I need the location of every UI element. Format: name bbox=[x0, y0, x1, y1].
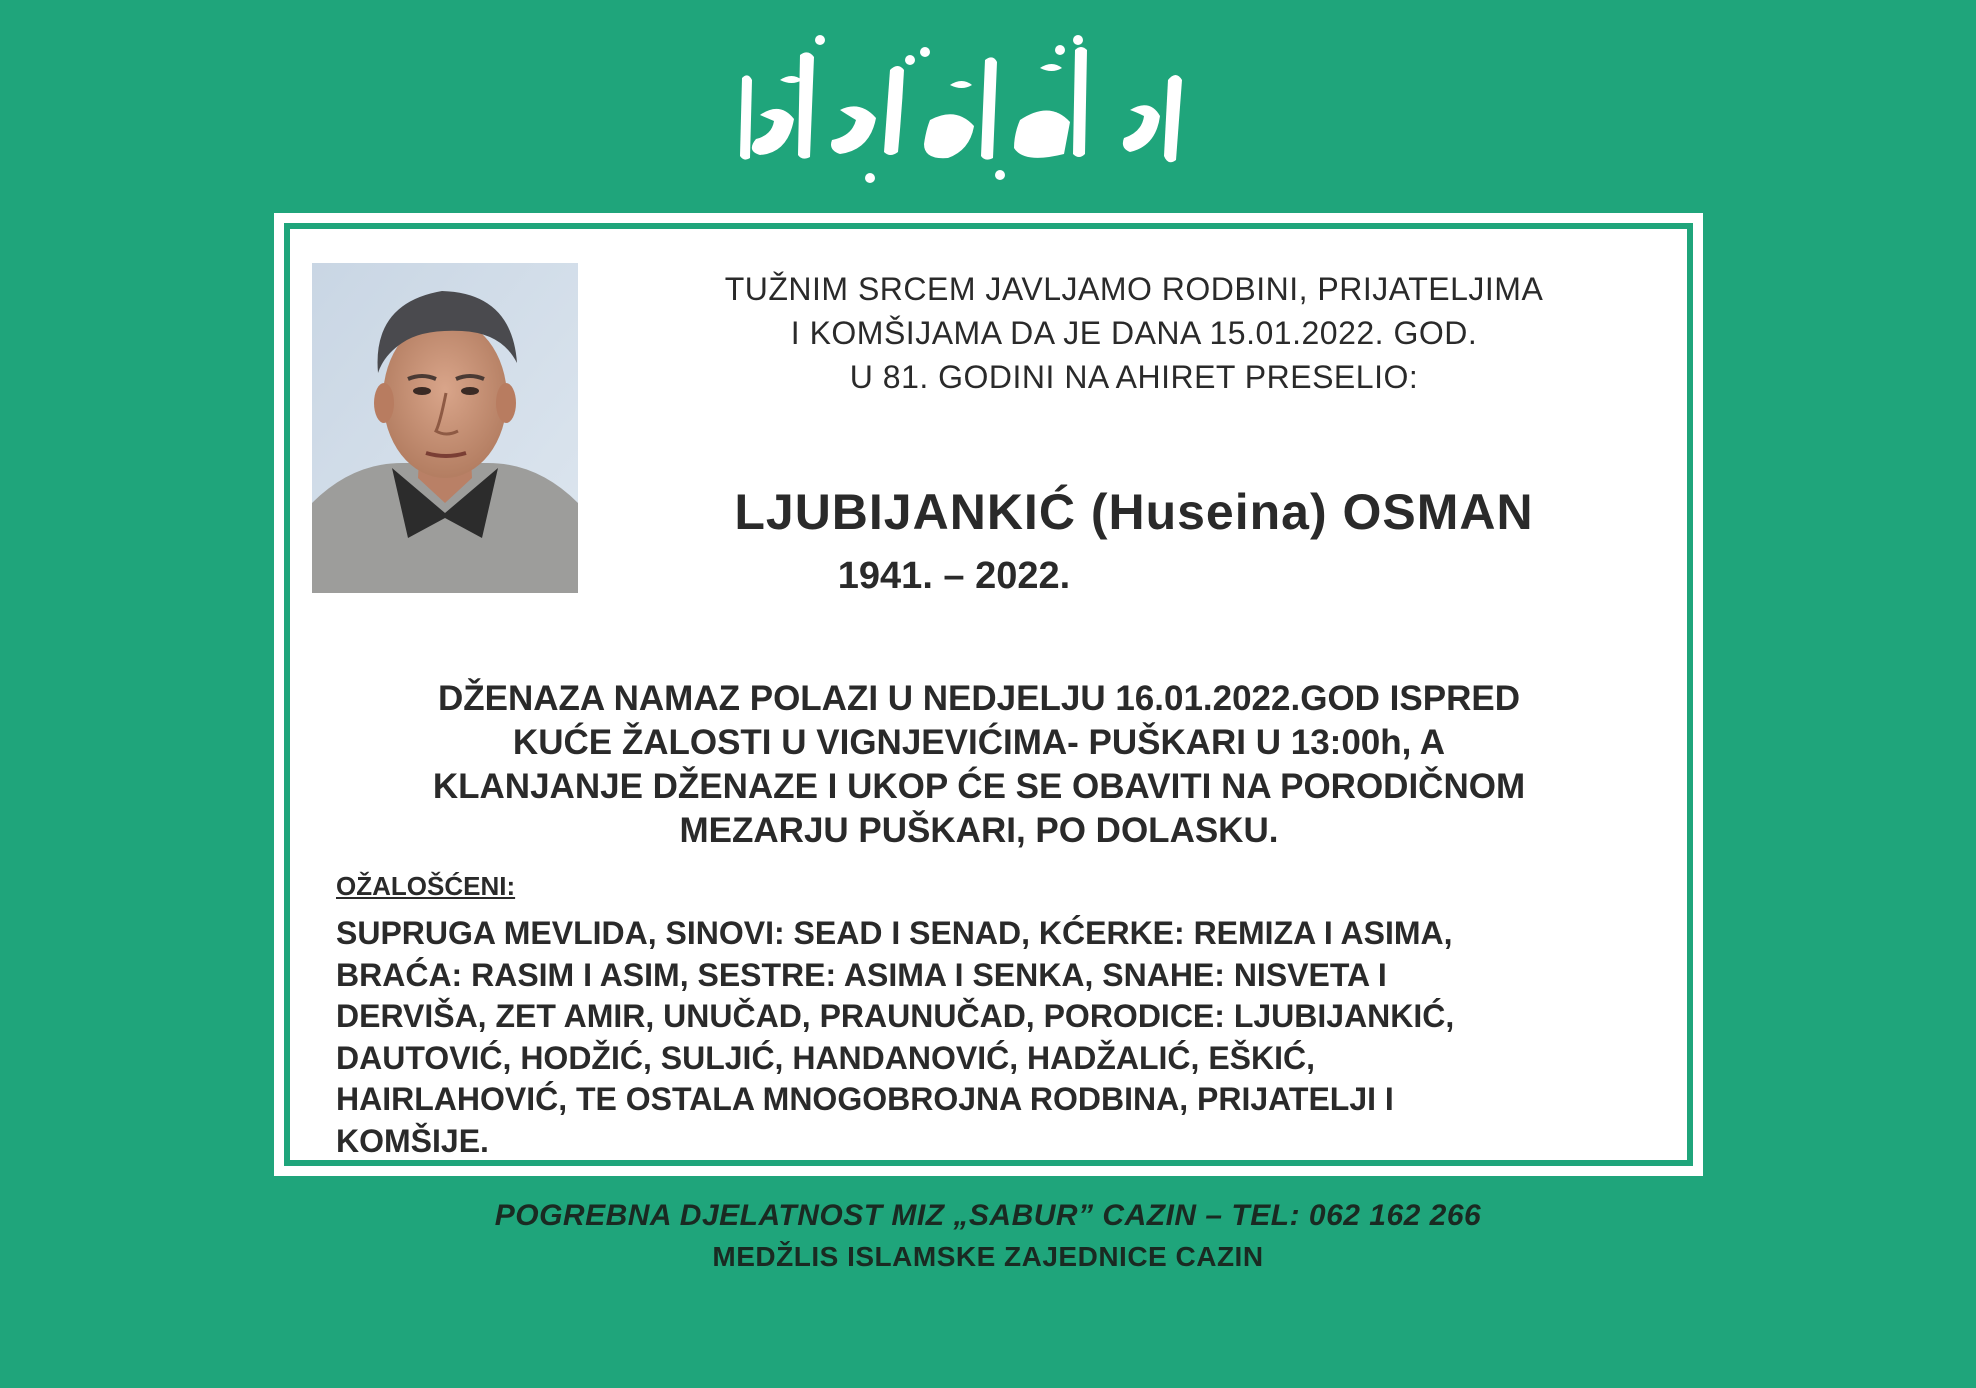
mourners-line: SUPRUGA MEVLIDA, SINOVI: SEAD I SENAD, KĆERKE: REMIZA I ASIMA, bbox=[336, 915, 1453, 951]
obituary-card bbox=[274, 213, 1703, 1176]
announcement-intro bbox=[594, 267, 1674, 399]
mourners-line: KOMŠIJE. bbox=[336, 1122, 489, 1159]
life-years: 1941. – 2022. bbox=[837, 555, 1071, 597]
organization-name: MEDŽLIS ISLAMSKE ZAJEDNICE CAZIN bbox=[712, 1241, 1264, 1272]
portrait-image bbox=[312, 263, 578, 593]
intro-line: I KOMŠIJAMA DA JE DANA 15.01.2022. GOD. bbox=[790, 315, 1478, 351]
funeral-service-contact: POGREBNA DJELATNOST MIZ „SABUR” CAZIN – TEL: 062 162 266 bbox=[494, 1199, 1482, 1232]
intro-line: U 81. GODINI NA AHIRET PRESELIO: bbox=[849, 359, 1419, 395]
mourners-line: DAUTOVIĆ, HODŽIĆ, SULJIĆ, HANDANOVIĆ, HADŽALIĆ, EŠKIĆ, bbox=[336, 1039, 1315, 1076]
mourners-line: BRAĆA: RASIM I ASIM, SESTRE: ASIMA I SENKA, SNAHE: NISVETA I bbox=[336, 956, 1387, 993]
mourners-heading: OŽALOŠĆENI: bbox=[336, 871, 516, 901]
mourners-line: HAIRLAHOVIĆ, TE OSTALA MNOGOBROJNA RODBINA, PRIJATELJI I bbox=[336, 1081, 1394, 1117]
mourners-list bbox=[336, 913, 1636, 1162]
intro-line: TUŽNIM SRCEM JAVLJAMO RODBINI, PRIJATELJIMA bbox=[724, 271, 1544, 307]
funeral-line: MEZARJU PUŠKARI, PO DOLASKU. bbox=[679, 811, 1279, 850]
deceased-portrait-photo bbox=[312, 263, 578, 593]
mourners-line: DERVIŠA, ZET AMIR, UNUČAD, PRAUNUČAD, PORODICE: LJUBIJANKIĆ, bbox=[336, 998, 1455, 1034]
deceased-name: LJUBIJANKIĆ (Huseina) OSMAN bbox=[734, 484, 1534, 540]
funeral-details bbox=[334, 677, 1624, 853]
funeral-line: KLANJANJE DŽENAZE I UKOP ĆE SE OBAVITI NA PORODIČNOM bbox=[432, 767, 1526, 806]
funeral-line: DŽENAZA NAMAZ POLAZI U NEDJELJU 16.01.2022.GOD ISPRED bbox=[438, 679, 1520, 718]
funeral-line: KUĆE ŽALOSTI U VIGNJEVIĆIMA- PUŠKARI U 13:00h, A bbox=[512, 723, 1446, 762]
arabic-calligraphy-logo bbox=[0, 0, 1976, 200]
